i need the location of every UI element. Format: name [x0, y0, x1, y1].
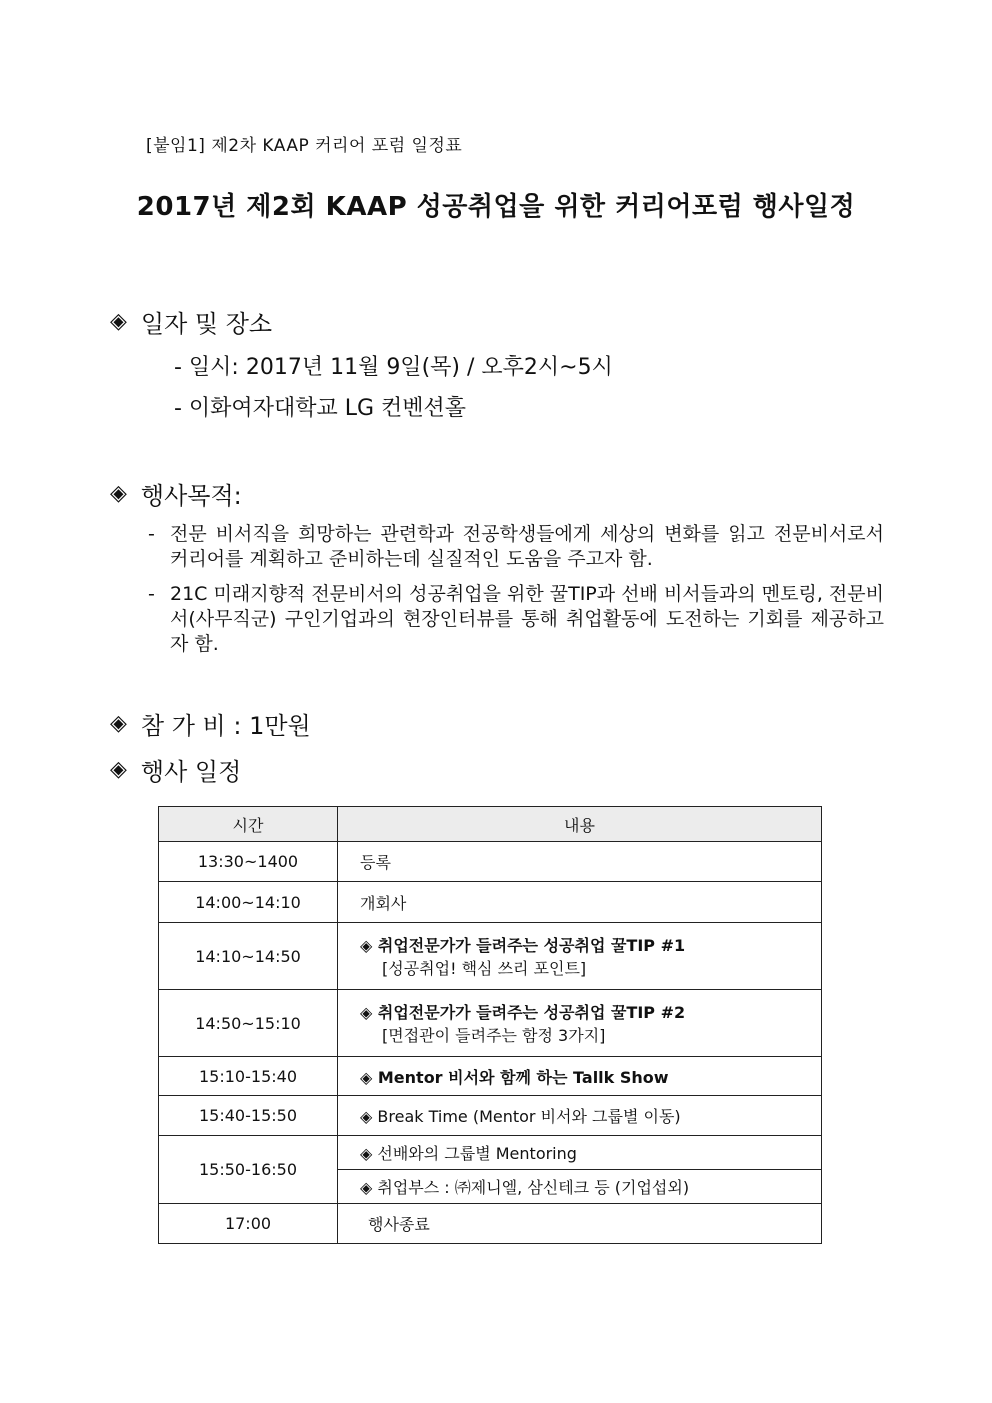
diamond-bullet-icon: ◈: [110, 757, 127, 782]
page-title: 2017년 제2회 KAAP 성공취업을 위한 커리어포럼 행사일정: [136, 192, 856, 222]
content-cell: ◈ 선배와의 그룹별 Mentoring: [338, 1136, 822, 1170]
section-schedule-heading: [110, 752, 241, 787]
section-heading-text: 참 가 비 : 1만원: [140, 712, 311, 740]
time-cell: 13:30~1400: [159, 842, 338, 882]
purpose-item-text: 전문 비서직을 희망하는 관련학과 전공학생들에게 세상의 변화를 읽고 전문비서로서 커리어를 계획하고 준비하는데 실질적인 도움을 주고자 함.: [170, 523, 884, 570]
table-row: [159, 1096, 822, 1136]
section-heading-text: 일자 및 장소: [140, 310, 273, 338]
time-cell: 14:10~14:50: [159, 923, 338, 990]
time-cell: 15:10-15:40: [159, 1057, 338, 1096]
content-cell: ◈ 취업전문가가 들려주는 성공취업 꿀TIP #2: [360, 1003, 686, 1022]
table-row: [159, 1136, 822, 1170]
content-cell: ◈ 취업부스 : ㈜제니엘, 삼신테크 등 (기업섭외): [338, 1170, 822, 1204]
time-cell: 15:40-15:50: [159, 1096, 338, 1136]
header-time: 시간: [159, 807, 338, 842]
diamond-bullet-icon: ◈: [110, 481, 127, 506]
place-line: - 이화여자대학교 LG 컨벤션홀: [174, 396, 466, 421]
purpose-item: - 전문 비서직을 희망하는 관련학과 전공학생들에게 세상의 변화를 읽고 전문비서로서 커리어를 계획하고 준비하는데 실질적인 도움을 주고자 함.: [148, 523, 884, 570]
time-cell: 14:00~14:10: [159, 882, 338, 923]
content-cell: ◈ Break Time (Mentor 비서와 그룹별 이동): [338, 1096, 822, 1136]
purpose-item-text: 21C 미래지향적 전문비서의 성공취업을 위한 꿀TIP과 선배 비서들과의 멘토링, 전문비서(사무직군) 구인기업과의 현장인터뷰를 통해 취업활동에 도전하는 기회를 제공하고자 함.: [170, 583, 884, 655]
section-heading-text: 행사 일정: [140, 758, 242, 786]
table-row: [159, 990, 822, 1057]
diamond-bullet-icon: ◈: [110, 711, 127, 736]
table-row: [159, 882, 822, 923]
content-cell: ◈ Mentor 비서와 함께 하는 Tallk Show: [338, 1057, 822, 1096]
table-row: [159, 1204, 822, 1244]
time-cell: 17:00: [159, 1204, 338, 1244]
table-row: [159, 1057, 822, 1096]
content-cell: 행사종료: [338, 1204, 822, 1244]
table-row: [159, 842, 822, 882]
time-cell: 14:50~15:10: [159, 990, 338, 1057]
schedule-table: [158, 806, 822, 1244]
section-fee-heading: [110, 706, 311, 741]
date-line: - 일시: 2017년 11월 9일(목) / 오후2시~5시: [174, 355, 613, 380]
content-subtext: [성공취업! 핵심 쓰리 포인트]: [382, 959, 587, 978]
section-heading-text: 행사목적:: [140, 482, 242, 510]
attachment-label: [붙임1] 제2차 KAAP 커리어 포럼 일정표: [146, 136, 463, 156]
diamond-bullet-icon: ◈: [110, 309, 127, 334]
content-subtext: [면접관이 들려주는 함정 3가지]: [382, 1026, 606, 1045]
section-date-place-heading: [110, 304, 272, 339]
table-header-row: [159, 807, 822, 842]
table-row: [159, 923, 822, 990]
purpose-item: - 21C 미래지향적 전문비서의 성공취업을 위한 꿀TIP과 선배 비서들과의 멘토링, 전문비서(사무직군) 구인기업과의 현장인터뷰를 통해 취업활동에 도전하는 기회를 제공하고자 함.: [148, 583, 884, 655]
content-cell: ◈ 취업전문가가 들려주는 성공취업 꿀TIP #1: [360, 936, 686, 955]
header-content: 내용: [338, 807, 822, 842]
time-cell: 15:50-16:50: [159, 1136, 338, 1204]
content-cell: 등록: [338, 842, 822, 882]
content-cell: 개회사: [338, 882, 822, 923]
section-purpose-heading: [110, 476, 242, 511]
